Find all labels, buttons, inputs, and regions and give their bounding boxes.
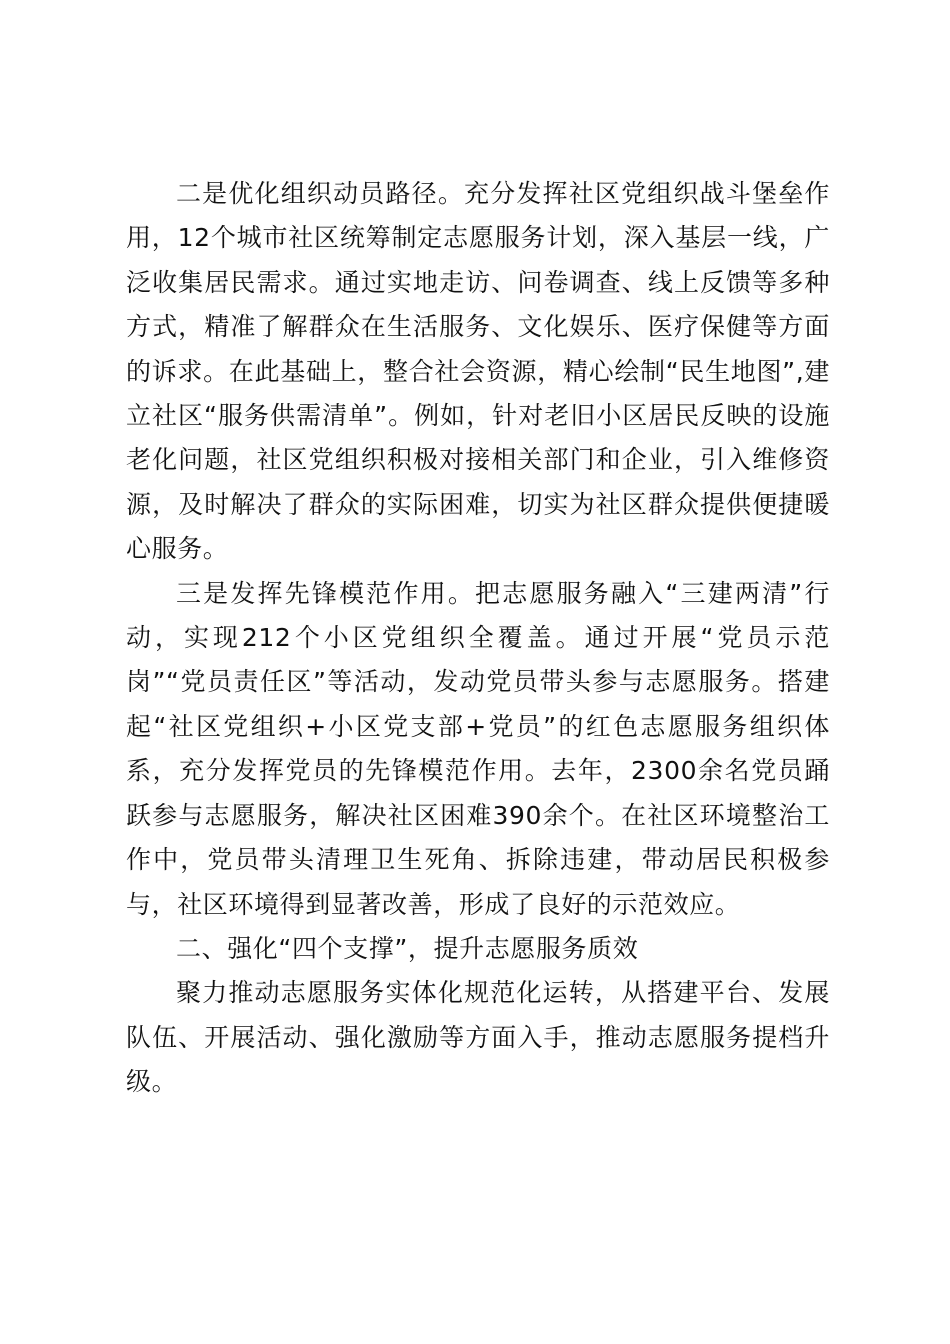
- section-heading: 二、强化“四个支撑”，提升志愿服务质效: [176, 933, 639, 963]
- paragraph-organize-mobilization: 二是优化组织动员路径。充分发挥社区党组织战斗堡垒作用，12个城市社区统筹制定志愿服务计划，深入基层一线，广泛收集居民需求。通过实地走访、问卷调查、线上反馈等多种方式，精准了解群众在生活服务、文化娱乐、医疗保健等方面的诉求。在此基础上，整合社会资源，精心绘制“民生地图”,建立社区“服务供需清单”。例如，针对老旧小区居民反映的设施老化问题，社区党组织积极对接相关部门和企业，引入维修资源，及时解决了群众的实际困难，切实为社区群众提供便捷暖心服务。: [126, 179, 830, 564]
- document-body: [126, 172, 830, 1105]
- paragraph-service-upgrade: 聚力推动志愿服务实体化规范化运转，从搭建平台、发展队伍、开展活动、强化激励等方面入手，推动志愿服务提档升级。: [126, 978, 830, 1097]
- paragraph-pioneer-role: 三是发挥先锋模范作用。把志愿服务融入“三建两清”行动，实现212个小区党组织全覆盖。通过开展“党员示范岗”“党员责任区”等活动，发动党员带头参与志愿服务。搭建起“社区党组织+小区党支部+党员”的红色志愿服务组织体系，充分发挥党员的先锋模范作用。去年，2300余名党员踊跃参与志愿服务，解决社区困难390余个。在社区环境整治工作中，党员带头清理卫生死角、拆除违建，带动居民积极参与，社区环境得到显著改善，形成了良好的示范效应。: [126, 578, 830, 919]
